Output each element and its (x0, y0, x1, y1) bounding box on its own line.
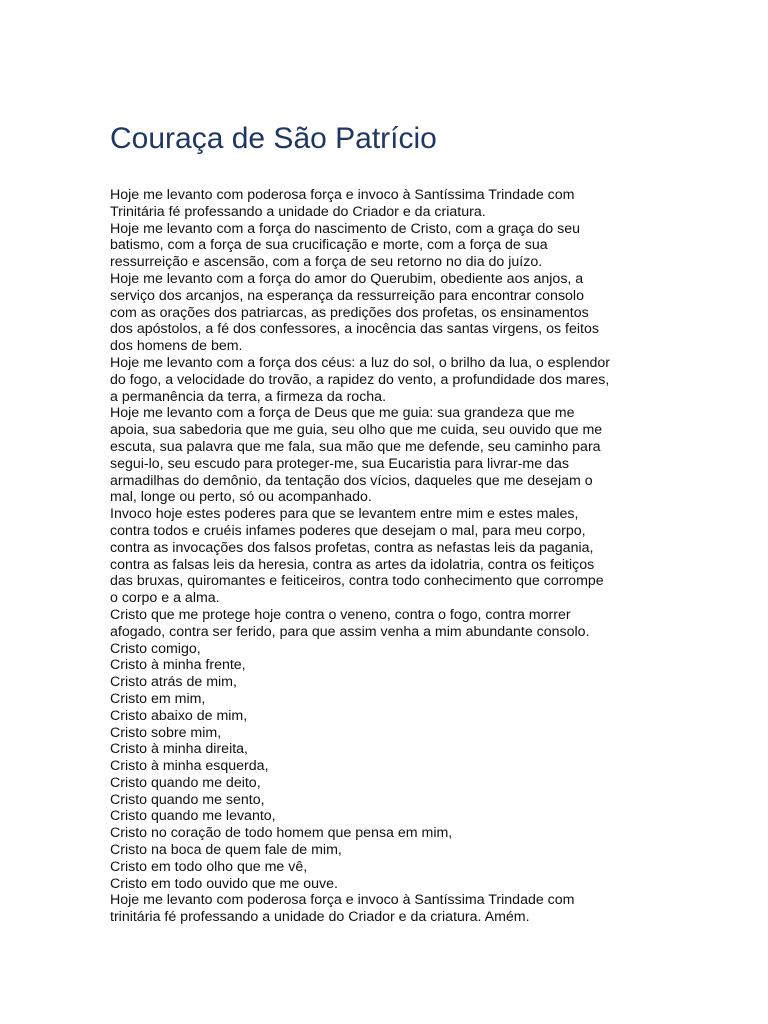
body-line: contra as invocações dos falsos profetas, contra as nefastas leis da pagania, (110, 539, 594, 556)
body-line: Cristo atrás de mim, (110, 674, 237, 691)
body-line: dos apóstolos, a fé dos confessores, a inocência das santas virgens, os feitos (110, 321, 599, 338)
body-line: Hoje me levanto com a força dos céus: a luz do sol, o brilho da lua, o esplendor (110, 354, 610, 371)
body-line: armadilhas do demônio, da tentação dos vícios, daqueles que me desejam o (110, 472, 593, 489)
body-line: Hoje me levanto com a força do nascimento de Cristo, com a graça do seu (110, 220, 580, 237)
body-line: segui-lo, seu escudo para proteger-me, sua Eucaristia para livrar-me das (110, 455, 569, 472)
body-line: Hoje me levanto com a força do amor do Querubim, obediente aos anjos, a (110, 270, 584, 287)
body-line: Cristo no coração de todo homem que pensa em mim, (110, 825, 453, 842)
body-line: Cristo em mim, (110, 690, 206, 707)
body-line: Hoje me levanto com a força de Deus que me guia: sua grandeza que me (110, 405, 575, 422)
body-line: Cristo na boca de quem fale de mim, (110, 842, 342, 859)
body-line: Cristo à minha frente, (110, 657, 246, 674)
body-line: apoia, sua sabedoria que me guia, seu olho que me cuida, seu ouvido que me (110, 422, 603, 439)
body-line: trinitária fé professando a unidade do Criador e da criatura. Amém. (110, 909, 530, 926)
body-line: a permanência da terra, a firmeza da rocha. (110, 388, 387, 405)
body-line: ressurreição e ascensão, com a força de seu retorno no dia do juízo. (110, 254, 543, 271)
body-line: Cristo abaixo de mim, (110, 707, 248, 724)
body-line: escuta, sua palavra que me fala, sua mão que me defende, seu caminho para (110, 438, 601, 455)
body-line: Trinitária fé professando a unidade do Criador e da criatura. (110, 203, 486, 220)
document-body (110, 187, 670, 926)
body-line: dos homens de bem. (110, 338, 243, 355)
body-line: Cristo quando me deito, (110, 774, 261, 791)
body-line: mal, longe ou perto, só ou acompanhado. (110, 489, 372, 506)
body-line: Cristo quando me levanto, (110, 808, 276, 825)
body-line: o corpo e a alma. (110, 590, 220, 607)
body-line: das bruxas, quiromantes e feiticeiros, contra todo conhecimento que corrompe (110, 573, 604, 590)
body-line: contra as falsas leis da heresia, contra as artes da idolatria, contra os feitiços (110, 556, 595, 573)
body-line: Invoco hoje estes poderes para que se levantem entre mim e estes males, (110, 506, 579, 523)
document-title: Couraça de São Patrício (110, 122, 437, 155)
body-line: Hoje me levanto com poderosa força e invoco à Santíssima Trindade com (110, 892, 575, 909)
body-line: Cristo sobre mim, (110, 724, 222, 741)
body-line: contra todos e cruéis infames poderes que desejam o mal, para meu corpo, (110, 522, 586, 539)
body-line: Cristo quando me sento, (110, 791, 265, 808)
body-line: batismo, com a força de sua crucificação e morte, com a força de sua (110, 237, 548, 254)
body-line: Cristo comigo, (110, 640, 201, 657)
body-line: afogado, contra ser ferido, para que assim venha a mim abundante consolo. (110, 623, 590, 640)
body-line: Cristo em todo olho que me vê, (110, 858, 308, 875)
body-line: Hoje me levanto com poderosa força e invoco à Santíssima Trindade com (110, 187, 575, 203)
body-line: do fogo, a velocidade do trovão, a rapidez do vento, a profundidade dos mares, (110, 371, 610, 388)
body-line: Cristo à minha esquerda, (110, 758, 269, 775)
body-line: serviço dos arcanjos, na esperança da ressurreição para encontrar consolo (110, 287, 584, 304)
body-line: Cristo que me protege hoje contra o veneno, contra o fogo, contra morrer (110, 606, 571, 623)
body-line: Cristo à minha direita, (110, 741, 248, 758)
body-line: com as orações dos patriarcas, as predições dos profetas, os ensinamentos (110, 304, 589, 321)
body-line: Cristo em todo ouvido que me ouve. (110, 875, 338, 892)
